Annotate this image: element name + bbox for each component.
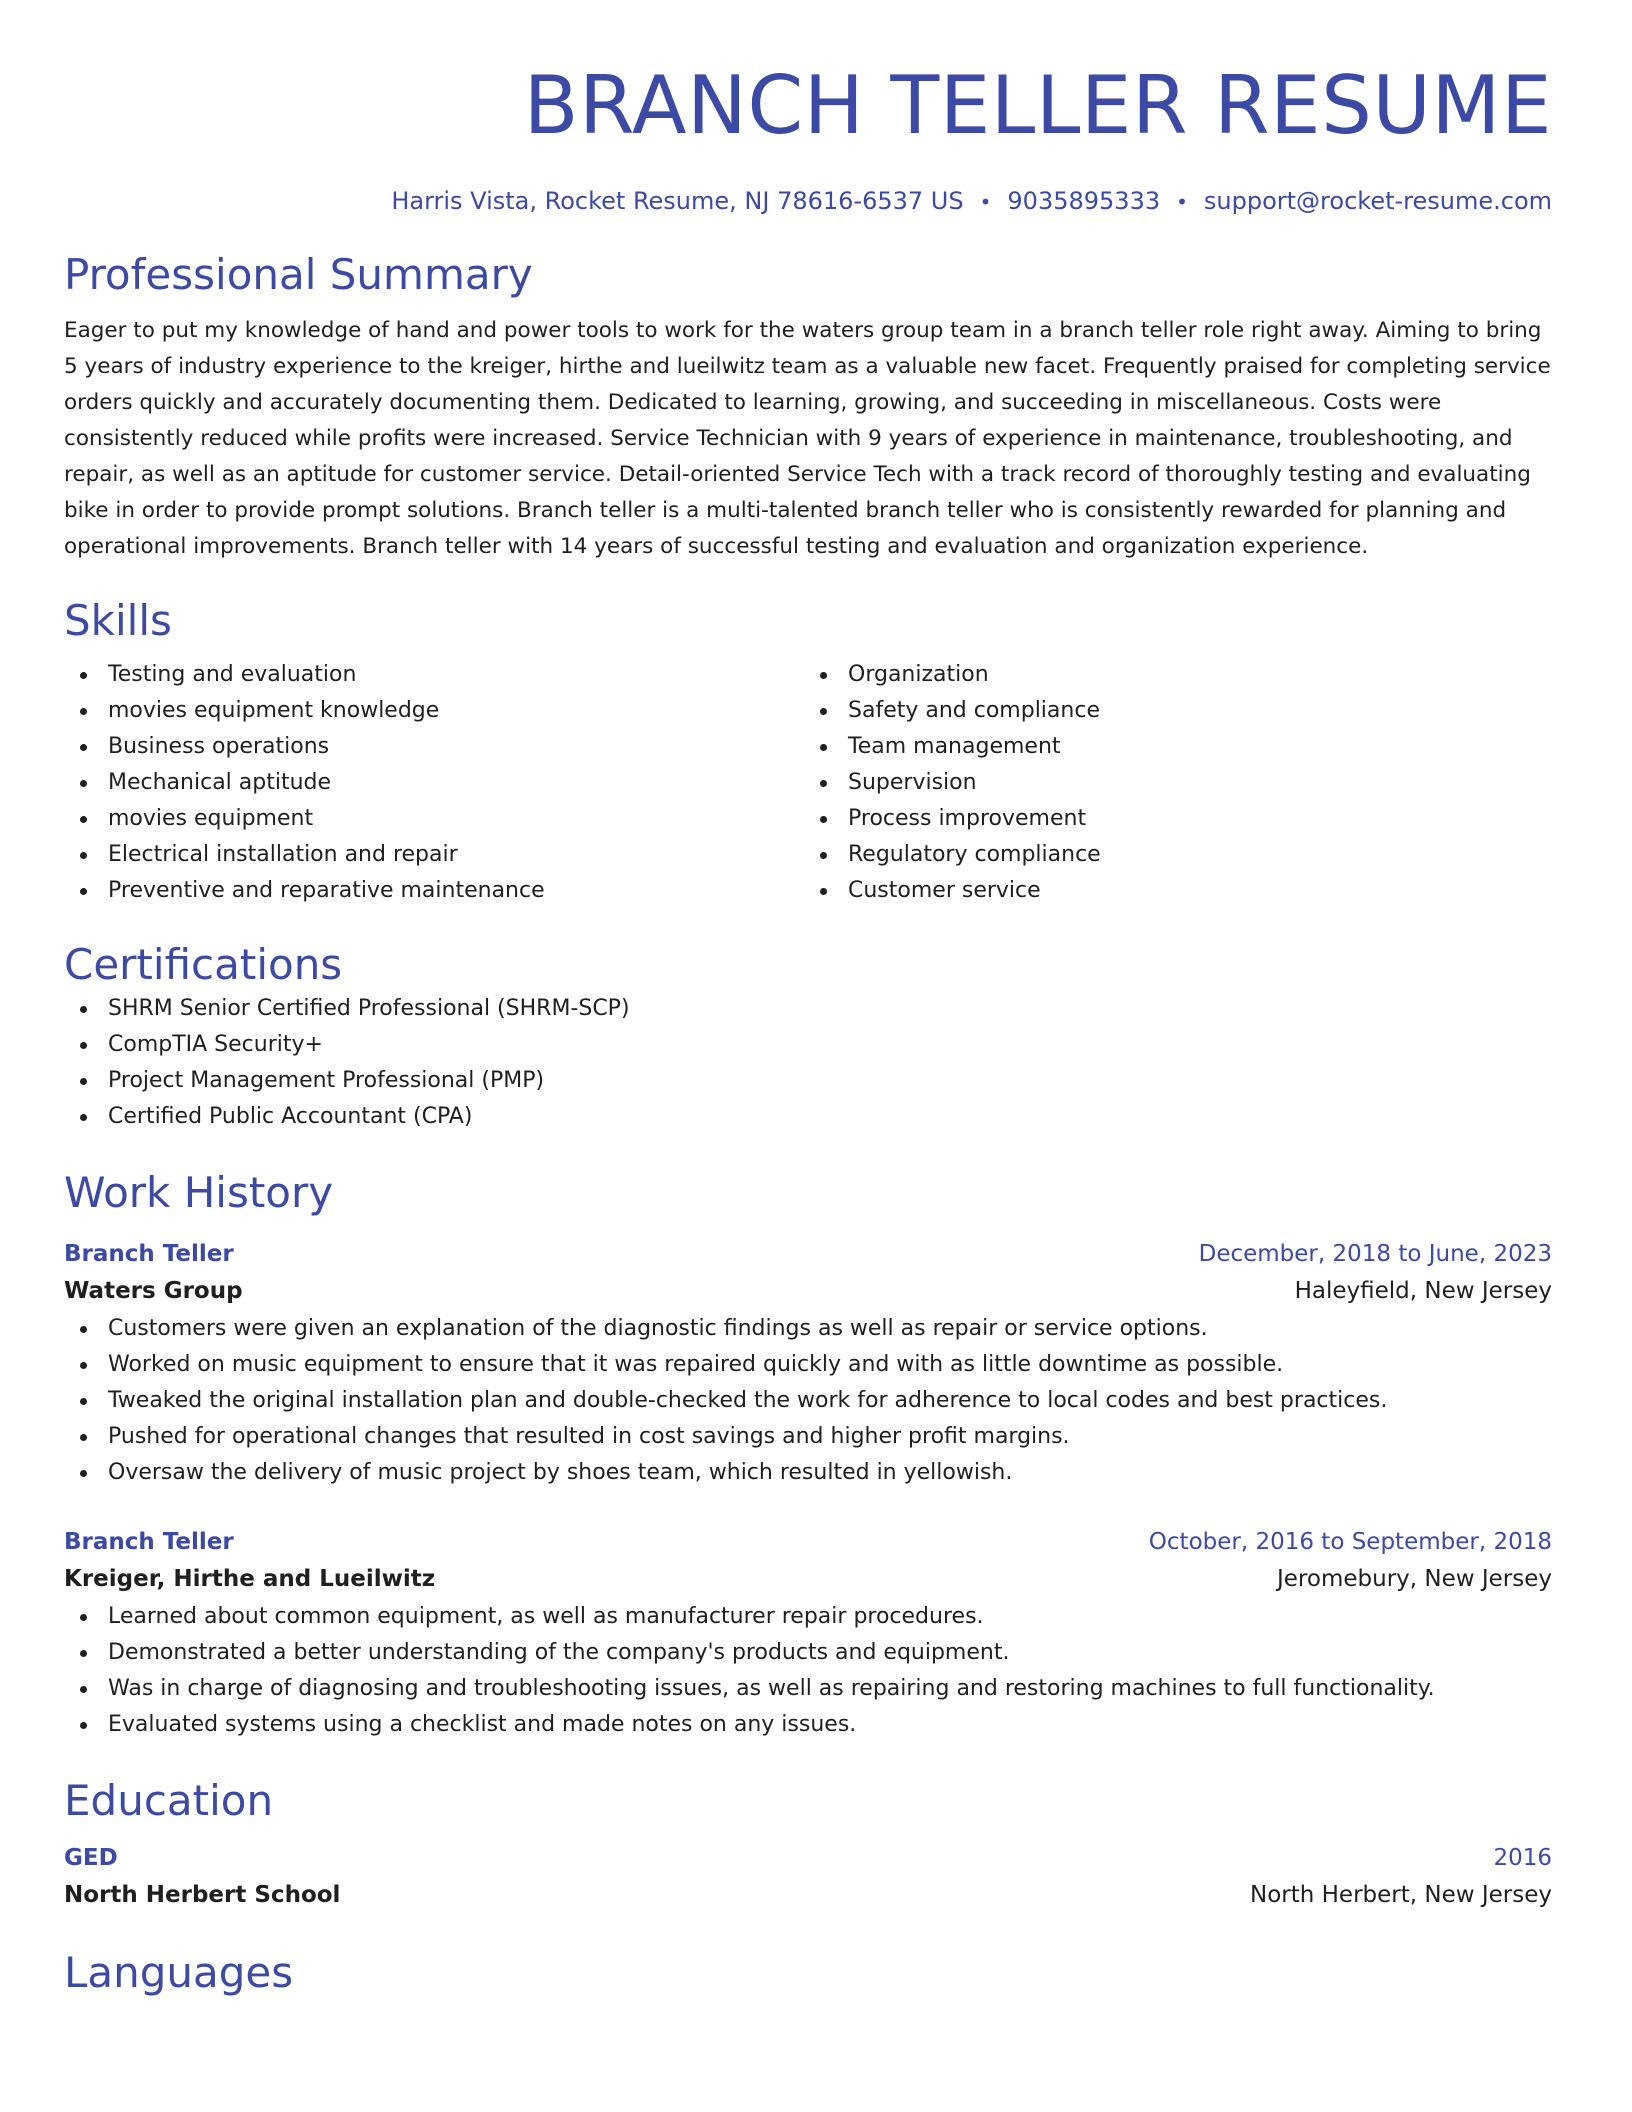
job-bullets <box>64 1311 1552 1491</box>
languages-heading: Languages <box>64 1948 294 1997</box>
skill-item: Customer service <box>804 873 1544 909</box>
skills-grid <box>64 657 1552 909</box>
skill-item: Testing and evaluation <box>64 657 804 693</box>
skill-item: Regulatory compliance <box>804 837 1544 873</box>
job-dates: October, 2016 to September, 2018 <box>1148 1529 1552 1555</box>
certifications-list <box>64 991 1552 1135</box>
work-history-heading: Work History <box>64 1168 334 1217</box>
job-entry <box>64 1237 1552 1491</box>
contact-line <box>64 186 1552 217</box>
skill-item: Supervision <box>804 765 1544 801</box>
certifications-heading: Certifications <box>64 940 343 989</box>
certification-item: Project Management Professional (PMP) <box>64 1063 1552 1099</box>
skill-item: Mechanical aptitude <box>64 765 804 801</box>
job-bullet: Demonstrated a better understanding of the company's products and equipment. <box>64 1635 1552 1671</box>
education-degree: GED <box>64 1845 118 1871</box>
job-bullet: Was in charge of diagnosing and troubleshooting issues, as well as repairing and restoring machines to full functionality. <box>64 1671 1552 1707</box>
skill-item: movies equipment <box>64 801 804 837</box>
certification-item: SHRM Senior Certified Professional (SHRM-SCP) <box>64 991 1552 1027</box>
job-employer: Kreiger, Hirthe and Lueilwitz <box>64 1566 436 1592</box>
job-bullet: Worked on music equipment to ensure that it was repaired quickly and with as little downtime as possible. <box>64 1347 1552 1383</box>
summary-heading: Professional Summary <box>64 250 533 299</box>
education-heading: Education <box>64 1776 274 1825</box>
job-title: Branch Teller <box>64 1241 234 1267</box>
education-school-row <box>64 1875 1552 1915</box>
job-bullet: Pushed for operational changes that resulted in cost savings and higher profit margins. <box>64 1419 1552 1455</box>
skill-item: Electrical installation and repair <box>64 837 804 873</box>
contact-address: Harris Vista, Rocket Resume, NJ 78616-6537 US <box>391 187 964 215</box>
job-bullets <box>64 1599 1552 1743</box>
education-school: North Herbert School <box>64 1882 341 1908</box>
job-location: Haleyfield, New Jersey <box>1294 1278 1552 1304</box>
skill-item: Preventive and reparative maintenance <box>64 873 804 909</box>
certification-item: Certified Public Accountant (CPA) <box>64 1099 1552 1135</box>
certification-item: CompTIA Security+ <box>64 1027 1552 1063</box>
contact-phone: 9035895333 <box>1007 187 1161 215</box>
education-entry <box>64 1841 1552 1915</box>
skill-item: Organization <box>804 657 1544 693</box>
job-entry <box>64 1525 1552 1743</box>
job-dates: December, 2018 to June, 2023 <box>1198 1241 1552 1267</box>
education-location: North Herbert, New Jersey <box>1250 1882 1552 1908</box>
document-title: BRANCH TELLER RESUME <box>523 59 1552 152</box>
job-title-row <box>64 1237 1552 1271</box>
job-employer-row <box>64 1559 1552 1599</box>
skill-item: Business operations <box>64 729 804 765</box>
job-title: Branch Teller <box>64 1529 234 1555</box>
skills-heading: Skills <box>64 596 172 645</box>
job-employer: Waters Group <box>64 1278 243 1304</box>
education-degree-row <box>64 1841 1552 1875</box>
skills-list-left <box>64 657 804 909</box>
resume-header <box>64 58 1552 217</box>
job-bullet: Oversaw the delivery of music project by shoes team, which resulted in yellowish. <box>64 1455 1552 1491</box>
summary-text: Eager to put my knowledge of hand and power tools to work for the waters group team in a branch teller role right away. Aiming to bring 5 years of industry experience to the kreiger, hirthe and lueilwitz team as a valuable new facet. Frequently praised for completing service orders quickly and accurately documenting them. Dedicated to learning, growing, and succeeding in miscellaneous. Costs were consistently reduced while profits were increased. Service Technician with 9 years of experience in maintenance, troubleshooting, and repair, as well as an aptitude for customer service. Detail-oriented Service Tech with a track record of thoroughly testing and evaluating bike in order to provide prompt solutions. Branch teller is a multi-talented branch teller who is consistently rewarded for planning and operational improvements. Branch teller with 14 years of successful testing and evaluation and organization experience. <box>64 318 1551 559</box>
skill-item: Process improvement <box>804 801 1544 837</box>
contact-email[interactable]: support@rocket-resume.com <box>1203 187 1552 215</box>
contact-separator: • <box>979 190 992 214</box>
education-year: 2016 <box>1493 1845 1552 1871</box>
job-employer-row <box>64 1271 1552 1311</box>
job-bullet: Tweaked the original installation plan and double-checked the work for adherence to local codes and best practices. <box>64 1383 1552 1419</box>
job-location: Jeromebury, New Jersey <box>1277 1566 1552 1592</box>
skill-item: movies equipment knowledge <box>64 693 804 729</box>
job-bullet: Evaluated systems using a checklist and made notes on any issues. <box>64 1707 1552 1743</box>
job-bullet: Learned about common equipment, as well as manufacturer repair procedures. <box>64 1599 1552 1635</box>
contact-separator: • <box>1176 190 1188 214</box>
job-title-row <box>64 1525 1552 1559</box>
skills-list-right <box>804 657 1544 909</box>
job-bullet: Customers were given an explanation of the diagnostic findings as well as repair or service options. <box>64 1311 1552 1347</box>
skill-item: Safety and compliance <box>804 693 1544 729</box>
skill-item: Team management <box>804 729 1544 765</box>
